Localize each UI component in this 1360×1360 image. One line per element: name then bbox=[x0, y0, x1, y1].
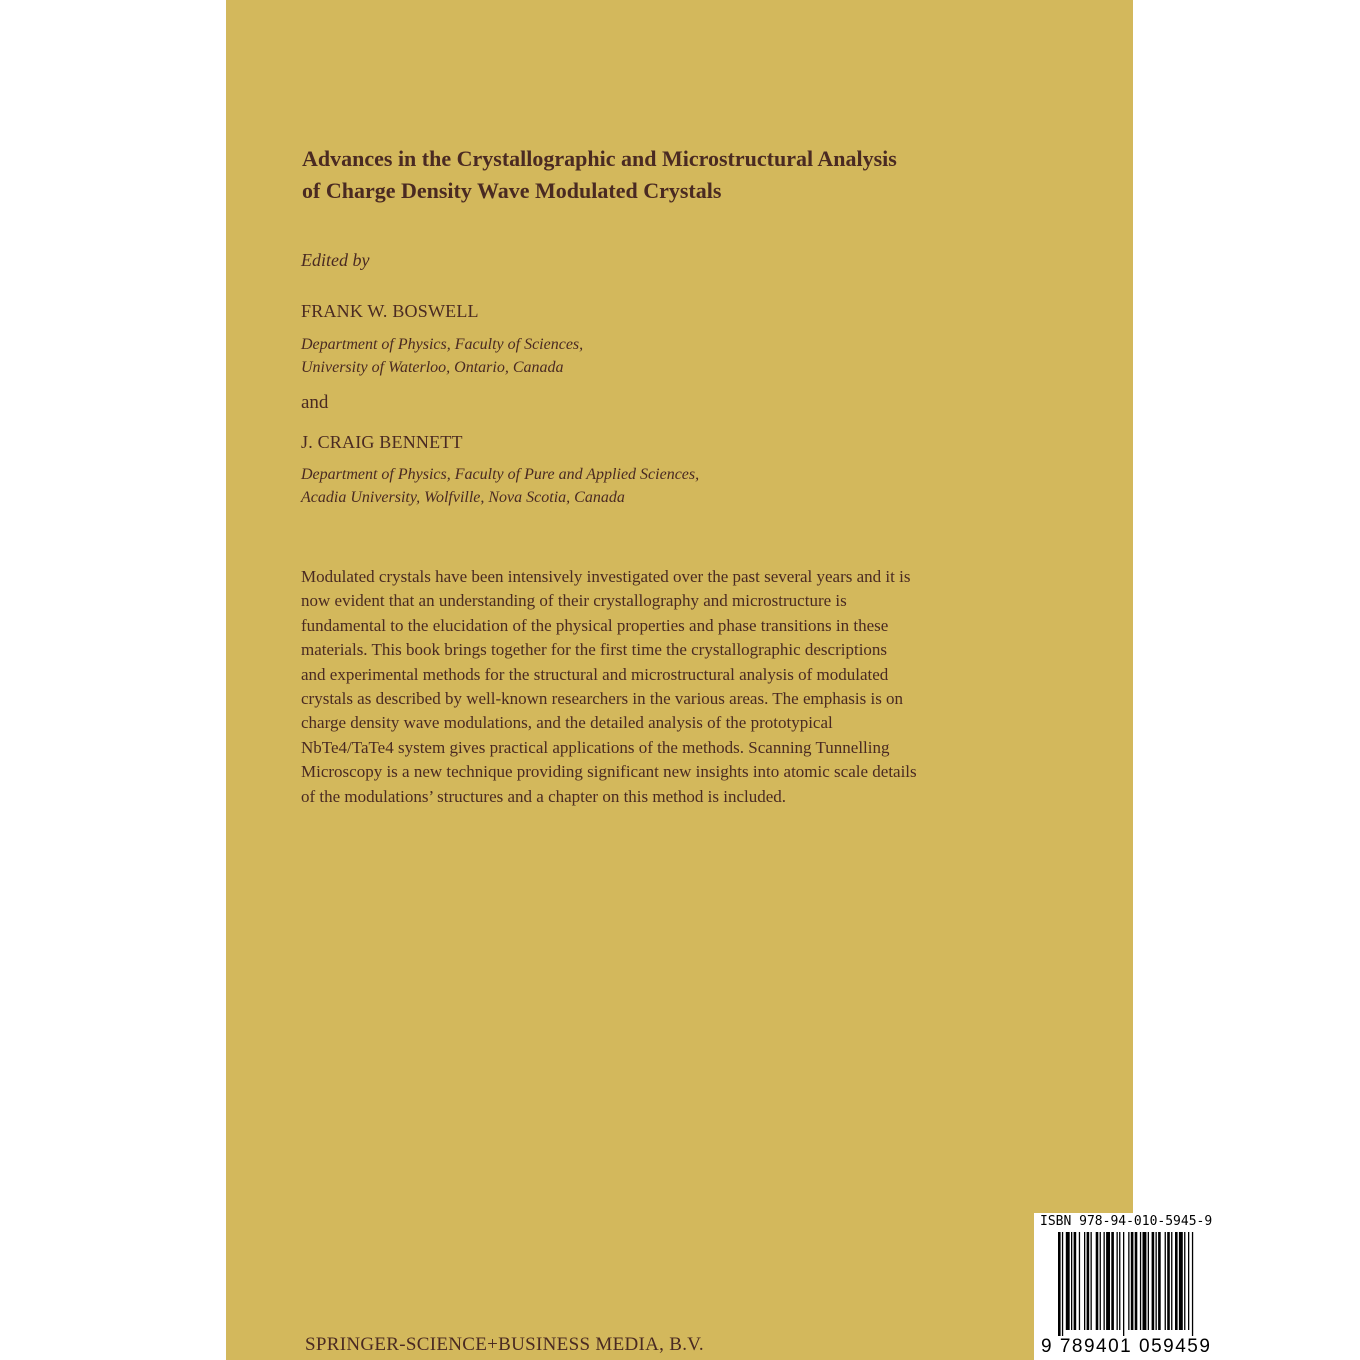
barcode-bar bbox=[1158, 1232, 1161, 1330]
barcode-bar bbox=[1074, 1232, 1077, 1330]
description-line: NbTe4/TaTe4 system gives practical applications of the methods. Scanning Tunnelling bbox=[301, 737, 890, 757]
editor-name-1: FRANK W. BOSWELL bbox=[301, 301, 479, 321]
isbn-label: ISBN 978-94-010-5945-9 bbox=[1040, 1214, 1213, 1229]
barcode-bar bbox=[1188, 1232, 1189, 1330]
barcode-bar bbox=[1062, 1232, 1063, 1336]
barcode-bar bbox=[1184, 1232, 1185, 1330]
barcode-bar bbox=[1171, 1232, 1172, 1330]
barcode-bar bbox=[1128, 1232, 1129, 1330]
affiliation-line: Department of Physics, Faculty of Sciences, bbox=[301, 336, 584, 353]
affiliation-line: Acadia University, Wolfville, Nova Scotia, Canada bbox=[301, 489, 625, 506]
barcode-bar bbox=[1156, 1232, 1157, 1330]
editor-affiliation-1 bbox=[301, 333, 583, 379]
description-line: Microscopy is a new technique providing significant new insights into atomic scale details bbox=[301, 762, 917, 782]
description-line: of the modulations’ structures and a chapter on this method is included. bbox=[301, 786, 787, 806]
barcode-bar bbox=[1152, 1232, 1155, 1330]
barcode-bars bbox=[1058, 1232, 1234, 1336]
barcode-bar bbox=[1175, 1232, 1178, 1330]
publisher-name: SPRINGER-SCIENCE+BUSINESS MEDIA, B.V. bbox=[305, 1334, 704, 1355]
barcode-bar bbox=[1123, 1232, 1124, 1336]
barcode-bar bbox=[1131, 1232, 1134, 1330]
barcode-bar bbox=[1140, 1232, 1141, 1330]
barcode-bar bbox=[1165, 1232, 1166, 1330]
book-description bbox=[301, 565, 917, 809]
barcode-bar bbox=[1087, 1232, 1090, 1330]
affiliation-line: Department of Physics, Faculty of Pure and Applied Sciences, bbox=[301, 466, 700, 483]
description-line: now evident that an understanding of their crystallography and microstructure is bbox=[301, 591, 847, 611]
barcode-bar bbox=[1100, 1232, 1101, 1330]
barcode-bar bbox=[1111, 1232, 1114, 1330]
description-line: fundamental to the elucidation of the physical properties and phase transitions in these bbox=[301, 615, 889, 635]
affiliation-line: University of Waterloo, Ontario, Canada bbox=[301, 359, 564, 376]
barcode-bar bbox=[1106, 1232, 1110, 1330]
barcode-bar bbox=[1117, 1232, 1118, 1330]
title-line-1: Advances in the Crystallographic and Microstructural Analysis bbox=[302, 146, 897, 171]
isbn-barcode bbox=[1034, 1213, 1260, 1360]
barcode-bar bbox=[1143, 1232, 1147, 1330]
barcode-bar bbox=[1071, 1232, 1072, 1330]
and-text: and bbox=[301, 392, 329, 413]
book-title bbox=[302, 143, 1062, 207]
barcode-bar bbox=[1135, 1232, 1138, 1330]
barcode-bar bbox=[1148, 1232, 1149, 1330]
barcode-bar bbox=[1167, 1232, 1170, 1330]
barcode-bar bbox=[1079, 1232, 1080, 1330]
title-line-2: of Charge Density Wave Modulated Crystals bbox=[302, 178, 722, 203]
description-line: crystals as described by well-known researchers in the various areas. The emphasis is on bbox=[301, 689, 904, 709]
description-line: materials. This book brings together for the first time the crystallographic descriptions bbox=[301, 640, 888, 660]
description-line: and experimental methods for the structural and microstructural analysis of modulated bbox=[301, 664, 889, 684]
barcode-bar bbox=[1179, 1232, 1183, 1330]
description-line: Modulated crystals have been intensively investigated over the past several years and it is bbox=[301, 567, 911, 586]
barcode-bar bbox=[1104, 1232, 1105, 1330]
editor-name-2: J. CRAIG BENNETT bbox=[301, 432, 463, 452]
barcode-bar bbox=[1058, 1232, 1061, 1336]
barcode-bar bbox=[1192, 1232, 1193, 1336]
barcode-bar bbox=[1066, 1232, 1070, 1330]
barcode-digits: 9 789401 059459 bbox=[1041, 1336, 1212, 1357]
back-cover bbox=[226, 0, 1213, 1360]
barcode-bar bbox=[1084, 1232, 1085, 1330]
barcode-bar bbox=[1091, 1232, 1092, 1330]
editor-affiliation-2 bbox=[301, 463, 699, 509]
barcode-bar bbox=[1119, 1232, 1120, 1330]
description-line: charge density wave modulations, and the detailed analysis of the prototypical bbox=[301, 713, 833, 733]
barcode-bar bbox=[1096, 1232, 1099, 1330]
edited-by-label: Edited by bbox=[301, 250, 370, 270]
